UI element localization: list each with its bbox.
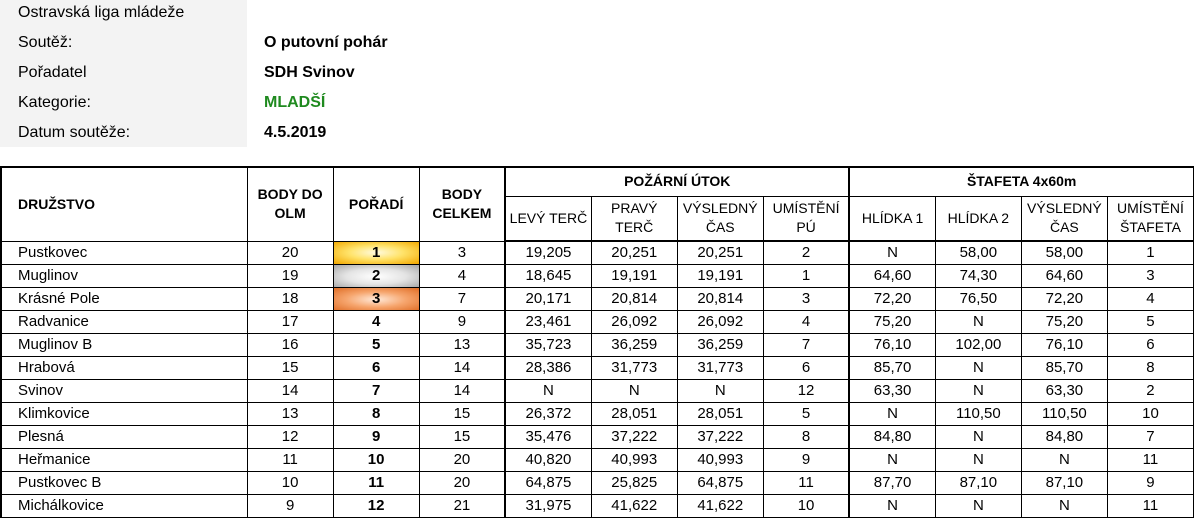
relay-place-cell: 10 bbox=[1107, 403, 1193, 426]
left-target-cell: 40,820 bbox=[505, 449, 591, 472]
header-poradi: POŘADÍ bbox=[333, 167, 419, 241]
left-target-cell: 19,205 bbox=[505, 241, 591, 265]
table-row bbox=[1, 495, 1194, 518]
patrol-1-cell: N bbox=[849, 495, 935, 518]
team-name-cell: Pustkovec bbox=[1, 241, 247, 265]
table-row bbox=[1, 311, 1194, 334]
patrol-1-cell: N bbox=[849, 241, 935, 265]
patrol-2-cell: N bbox=[935, 426, 1021, 449]
rank-cell: 10 bbox=[333, 449, 419, 472]
right-target-cell: 40,993 bbox=[591, 449, 677, 472]
relay-time-cell: 72,20 bbox=[1021, 288, 1107, 311]
team-name-cell: Heřmanice bbox=[1, 449, 247, 472]
table-row bbox=[1, 265, 1194, 288]
table-row bbox=[1, 472, 1194, 495]
header-druzstvo: DRUŽSTVO bbox=[1, 167, 247, 241]
table-row bbox=[1, 357, 1194, 380]
olm-points-cell: 13 bbox=[247, 403, 333, 426]
relay-time-cell: 85,70 bbox=[1021, 357, 1107, 380]
relay-place-cell: 3 bbox=[1107, 265, 1193, 288]
header-vysledny-cas-st: VÝSLEDNÝ ČAS bbox=[1021, 196, 1107, 241]
relay-time-cell: 84,80 bbox=[1021, 426, 1107, 449]
olm-points-cell: 14 bbox=[247, 380, 333, 403]
olm-points-cell: 10 bbox=[247, 472, 333, 495]
header-hlidka-2: HLÍDKA 2 bbox=[935, 196, 1021, 241]
olm-points-cell: 17 bbox=[247, 311, 333, 334]
right-target-cell: 36,259 bbox=[591, 334, 677, 357]
attack-place-cell: 10 bbox=[763, 495, 849, 518]
relay-place-cell: 1 bbox=[1107, 241, 1193, 265]
left-target-cell: 28,386 bbox=[505, 357, 591, 380]
header-body-do-olm: BODY DO OLM bbox=[247, 167, 333, 241]
team-name-cell: Pustkovec B bbox=[1, 472, 247, 495]
patrol-1-cell: N bbox=[849, 403, 935, 426]
total-points-cell: 4 bbox=[419, 265, 505, 288]
attack-time-cell: 41,622 bbox=[677, 495, 763, 518]
total-points-cell: 3 bbox=[419, 241, 505, 265]
patrol-1-cell: 75,20 bbox=[849, 311, 935, 334]
header-pravy-terc: PRAVÝ TERČ bbox=[591, 196, 677, 241]
relay-place-cell: 6 bbox=[1107, 334, 1193, 357]
rank-cell: 7 bbox=[333, 380, 419, 403]
team-name-cell: Klimkovice bbox=[1, 403, 247, 426]
total-points-cell: 21 bbox=[419, 495, 505, 518]
olm-points-cell: 20 bbox=[247, 241, 333, 265]
patrol-2-cell: 87,10 bbox=[935, 472, 1021, 495]
patrol-2-cell: N bbox=[935, 449, 1021, 472]
left-target-cell: 26,372 bbox=[505, 403, 591, 426]
organizer-label: Pořadatel bbox=[18, 64, 87, 81]
category-value: MLADŠÍ bbox=[264, 94, 326, 111]
right-target-cell: 41,622 bbox=[591, 495, 677, 518]
attack-time-cell: 64,875 bbox=[677, 472, 763, 495]
competition-label: Soutěž: bbox=[18, 34, 73, 51]
relay-place-cell: 11 bbox=[1107, 449, 1193, 472]
relay-time-cell: 64,60 bbox=[1021, 265, 1107, 288]
table-row bbox=[1, 426, 1194, 449]
total-points-cell: 9 bbox=[419, 311, 505, 334]
table-row bbox=[1, 288, 1194, 311]
relay-place-cell: 4 bbox=[1107, 288, 1193, 311]
attack-time-cell: 20,251 bbox=[677, 241, 763, 265]
results-table bbox=[0, 166, 1194, 518]
date-value: 4.5.2019 bbox=[264, 124, 327, 141]
patrol-2-cell: 110,50 bbox=[935, 403, 1021, 426]
relay-time-cell: 87,10 bbox=[1021, 472, 1107, 495]
total-points-cell: 14 bbox=[419, 380, 505, 403]
relay-place-cell: 8 bbox=[1107, 357, 1193, 380]
right-target-cell: 37,222 bbox=[591, 426, 677, 449]
patrol-2-cell: 102,00 bbox=[935, 334, 1021, 357]
table-header bbox=[1, 167, 1194, 241]
attack-place-cell: 8 bbox=[763, 426, 849, 449]
patrol-2-cell: N bbox=[935, 357, 1021, 380]
header-umisteni-st: UMÍSTĚNÍ ŠTAFETA bbox=[1107, 196, 1193, 241]
left-target-cell: 18,645 bbox=[505, 265, 591, 288]
patrol-1-cell: 87,70 bbox=[849, 472, 935, 495]
olm-points-cell: 16 bbox=[247, 334, 333, 357]
olm-points-cell: 9 bbox=[247, 495, 333, 518]
patrol-2-cell: 74,30 bbox=[935, 265, 1021, 288]
attack-time-cell: 19,191 bbox=[677, 265, 763, 288]
total-points-cell: 15 bbox=[419, 426, 505, 449]
total-points-cell: 20 bbox=[419, 472, 505, 495]
rank-cell: 4 bbox=[333, 311, 419, 334]
header-umisteni-pu: UMÍSTĚNÍ PÚ bbox=[763, 196, 849, 241]
table-row bbox=[1, 334, 1194, 357]
patrol-1-cell: 76,10 bbox=[849, 334, 935, 357]
patrol-2-cell: N bbox=[935, 495, 1021, 518]
header-pozarni-utok: POŽÁRNÍ ÚTOK bbox=[505, 167, 849, 196]
rank-cell: 9 bbox=[333, 426, 419, 449]
date-label: Datum soutěže: bbox=[18, 124, 131, 141]
attack-time-cell: 31,773 bbox=[677, 357, 763, 380]
attack-time-cell: 40,993 bbox=[677, 449, 763, 472]
patrol-2-cell: N bbox=[935, 380, 1021, 403]
rank-cell: 2 bbox=[333, 265, 419, 288]
attack-place-cell: 2 bbox=[763, 241, 849, 265]
relay-time-cell: 110,50 bbox=[1021, 403, 1107, 426]
relay-place-cell: 11 bbox=[1107, 495, 1193, 518]
right-target-cell: 31,773 bbox=[591, 357, 677, 380]
attack-time-cell: 28,051 bbox=[677, 403, 763, 426]
patrol-1-cell: 63,30 bbox=[849, 380, 935, 403]
relay-time-cell: 58,00 bbox=[1021, 241, 1107, 265]
attack-place-cell: 9 bbox=[763, 449, 849, 472]
relay-time-cell: 76,10 bbox=[1021, 334, 1107, 357]
rank-cell: 6 bbox=[333, 357, 419, 380]
olm-points-cell: 18 bbox=[247, 288, 333, 311]
header-vysledny-cas-pu: VÝSLEDNÝ ČAS bbox=[677, 196, 763, 241]
attack-place-cell: 7 bbox=[763, 334, 849, 357]
rank-cell: 5 bbox=[333, 334, 419, 357]
olm-points-cell: 15 bbox=[247, 357, 333, 380]
league-title: Ostravská liga mládeže bbox=[18, 4, 185, 21]
right-target-cell: 20,251 bbox=[591, 241, 677, 265]
olm-points-cell: 11 bbox=[247, 449, 333, 472]
attack-time-cell: 26,092 bbox=[677, 311, 763, 334]
left-target-cell: N bbox=[505, 380, 591, 403]
olm-points-cell: 12 bbox=[247, 426, 333, 449]
rank-cell: 1 bbox=[333, 241, 419, 265]
team-name-cell: Radvanice bbox=[1, 311, 247, 334]
patrol-1-cell: N bbox=[849, 449, 935, 472]
attack-place-cell: 4 bbox=[763, 311, 849, 334]
team-name-cell: Plesná bbox=[1, 426, 247, 449]
team-name-cell: Hrabová bbox=[1, 357, 247, 380]
team-name-cell: Muglinov B bbox=[1, 334, 247, 357]
team-name-cell: Michálkovice bbox=[1, 495, 247, 518]
attack-place-cell: 5 bbox=[763, 403, 849, 426]
relay-place-cell: 2 bbox=[1107, 380, 1193, 403]
right-target-cell: 25,825 bbox=[591, 472, 677, 495]
header-body-celkem: BODY CELKEM bbox=[419, 167, 505, 241]
rank-cell: 8 bbox=[333, 403, 419, 426]
team-name-cell: Muglinov bbox=[1, 265, 247, 288]
team-name-cell: Svinov bbox=[1, 380, 247, 403]
relay-time-cell: N bbox=[1021, 495, 1107, 518]
rank-cell: 11 bbox=[333, 472, 419, 495]
table-row bbox=[1, 380, 1194, 403]
patrol-2-cell: 76,50 bbox=[935, 288, 1021, 311]
rank-cell: 12 bbox=[333, 495, 419, 518]
right-target-cell: 19,191 bbox=[591, 265, 677, 288]
right-target-cell: N bbox=[591, 380, 677, 403]
relay-place-cell: 9 bbox=[1107, 472, 1193, 495]
attack-time-cell: 37,222 bbox=[677, 426, 763, 449]
patrol-2-cell: 58,00 bbox=[935, 241, 1021, 265]
left-target-cell: 35,476 bbox=[505, 426, 591, 449]
left-target-cell: 23,461 bbox=[505, 311, 591, 334]
relay-time-cell: N bbox=[1021, 449, 1107, 472]
right-target-cell: 28,051 bbox=[591, 403, 677, 426]
table-row bbox=[1, 449, 1194, 472]
relay-time-cell: 75,20 bbox=[1021, 311, 1107, 334]
organizer-value: SDH Svinov bbox=[264, 64, 355, 81]
attack-place-cell: 12 bbox=[763, 380, 849, 403]
relay-time-cell: 63,30 bbox=[1021, 380, 1107, 403]
left-target-cell: 31,975 bbox=[505, 495, 591, 518]
attack-place-cell: 1 bbox=[763, 265, 849, 288]
left-target-cell: 64,875 bbox=[505, 472, 591, 495]
attack-place-cell: 11 bbox=[763, 472, 849, 495]
competition-value: O putovní pohár bbox=[264, 34, 388, 51]
patrol-1-cell: 72,20 bbox=[849, 288, 935, 311]
olm-points-cell: 19 bbox=[247, 265, 333, 288]
attack-time-cell: 36,259 bbox=[677, 334, 763, 357]
attack-time-cell: N bbox=[677, 380, 763, 403]
total-points-cell: 14 bbox=[419, 357, 505, 380]
relay-place-cell: 7 bbox=[1107, 426, 1193, 449]
patrol-1-cell: 85,70 bbox=[849, 357, 935, 380]
right-target-cell: 26,092 bbox=[591, 311, 677, 334]
patrol-2-cell: N bbox=[935, 311, 1021, 334]
table-body bbox=[1, 241, 1194, 518]
header-hlidka-1: HLÍDKA 1 bbox=[849, 196, 935, 241]
patrol-1-cell: 64,60 bbox=[849, 265, 935, 288]
header-levy-terc: LEVÝ TERČ bbox=[505, 196, 591, 241]
right-target-cell: 20,814 bbox=[591, 288, 677, 311]
total-points-cell: 7 bbox=[419, 288, 505, 311]
attack-place-cell: 6 bbox=[763, 357, 849, 380]
left-target-cell: 20,171 bbox=[505, 288, 591, 311]
relay-place-cell: 5 bbox=[1107, 311, 1193, 334]
total-points-cell: 15 bbox=[419, 403, 505, 426]
attack-time-cell: 20,814 bbox=[677, 288, 763, 311]
patrol-1-cell: 84,80 bbox=[849, 426, 935, 449]
table-row bbox=[1, 241, 1194, 265]
table-row bbox=[1, 403, 1194, 426]
attack-place-cell: 3 bbox=[763, 288, 849, 311]
category-label: Kategorie: bbox=[18, 94, 91, 111]
team-name-cell: Krásné Pole bbox=[1, 288, 247, 311]
header-stafeta: ŠTAFETA 4x60m bbox=[849, 167, 1193, 196]
total-points-cell: 20 bbox=[419, 449, 505, 472]
total-points-cell: 13 bbox=[419, 334, 505, 357]
rank-cell: 3 bbox=[333, 288, 419, 311]
left-target-cell: 35,723 bbox=[505, 334, 591, 357]
